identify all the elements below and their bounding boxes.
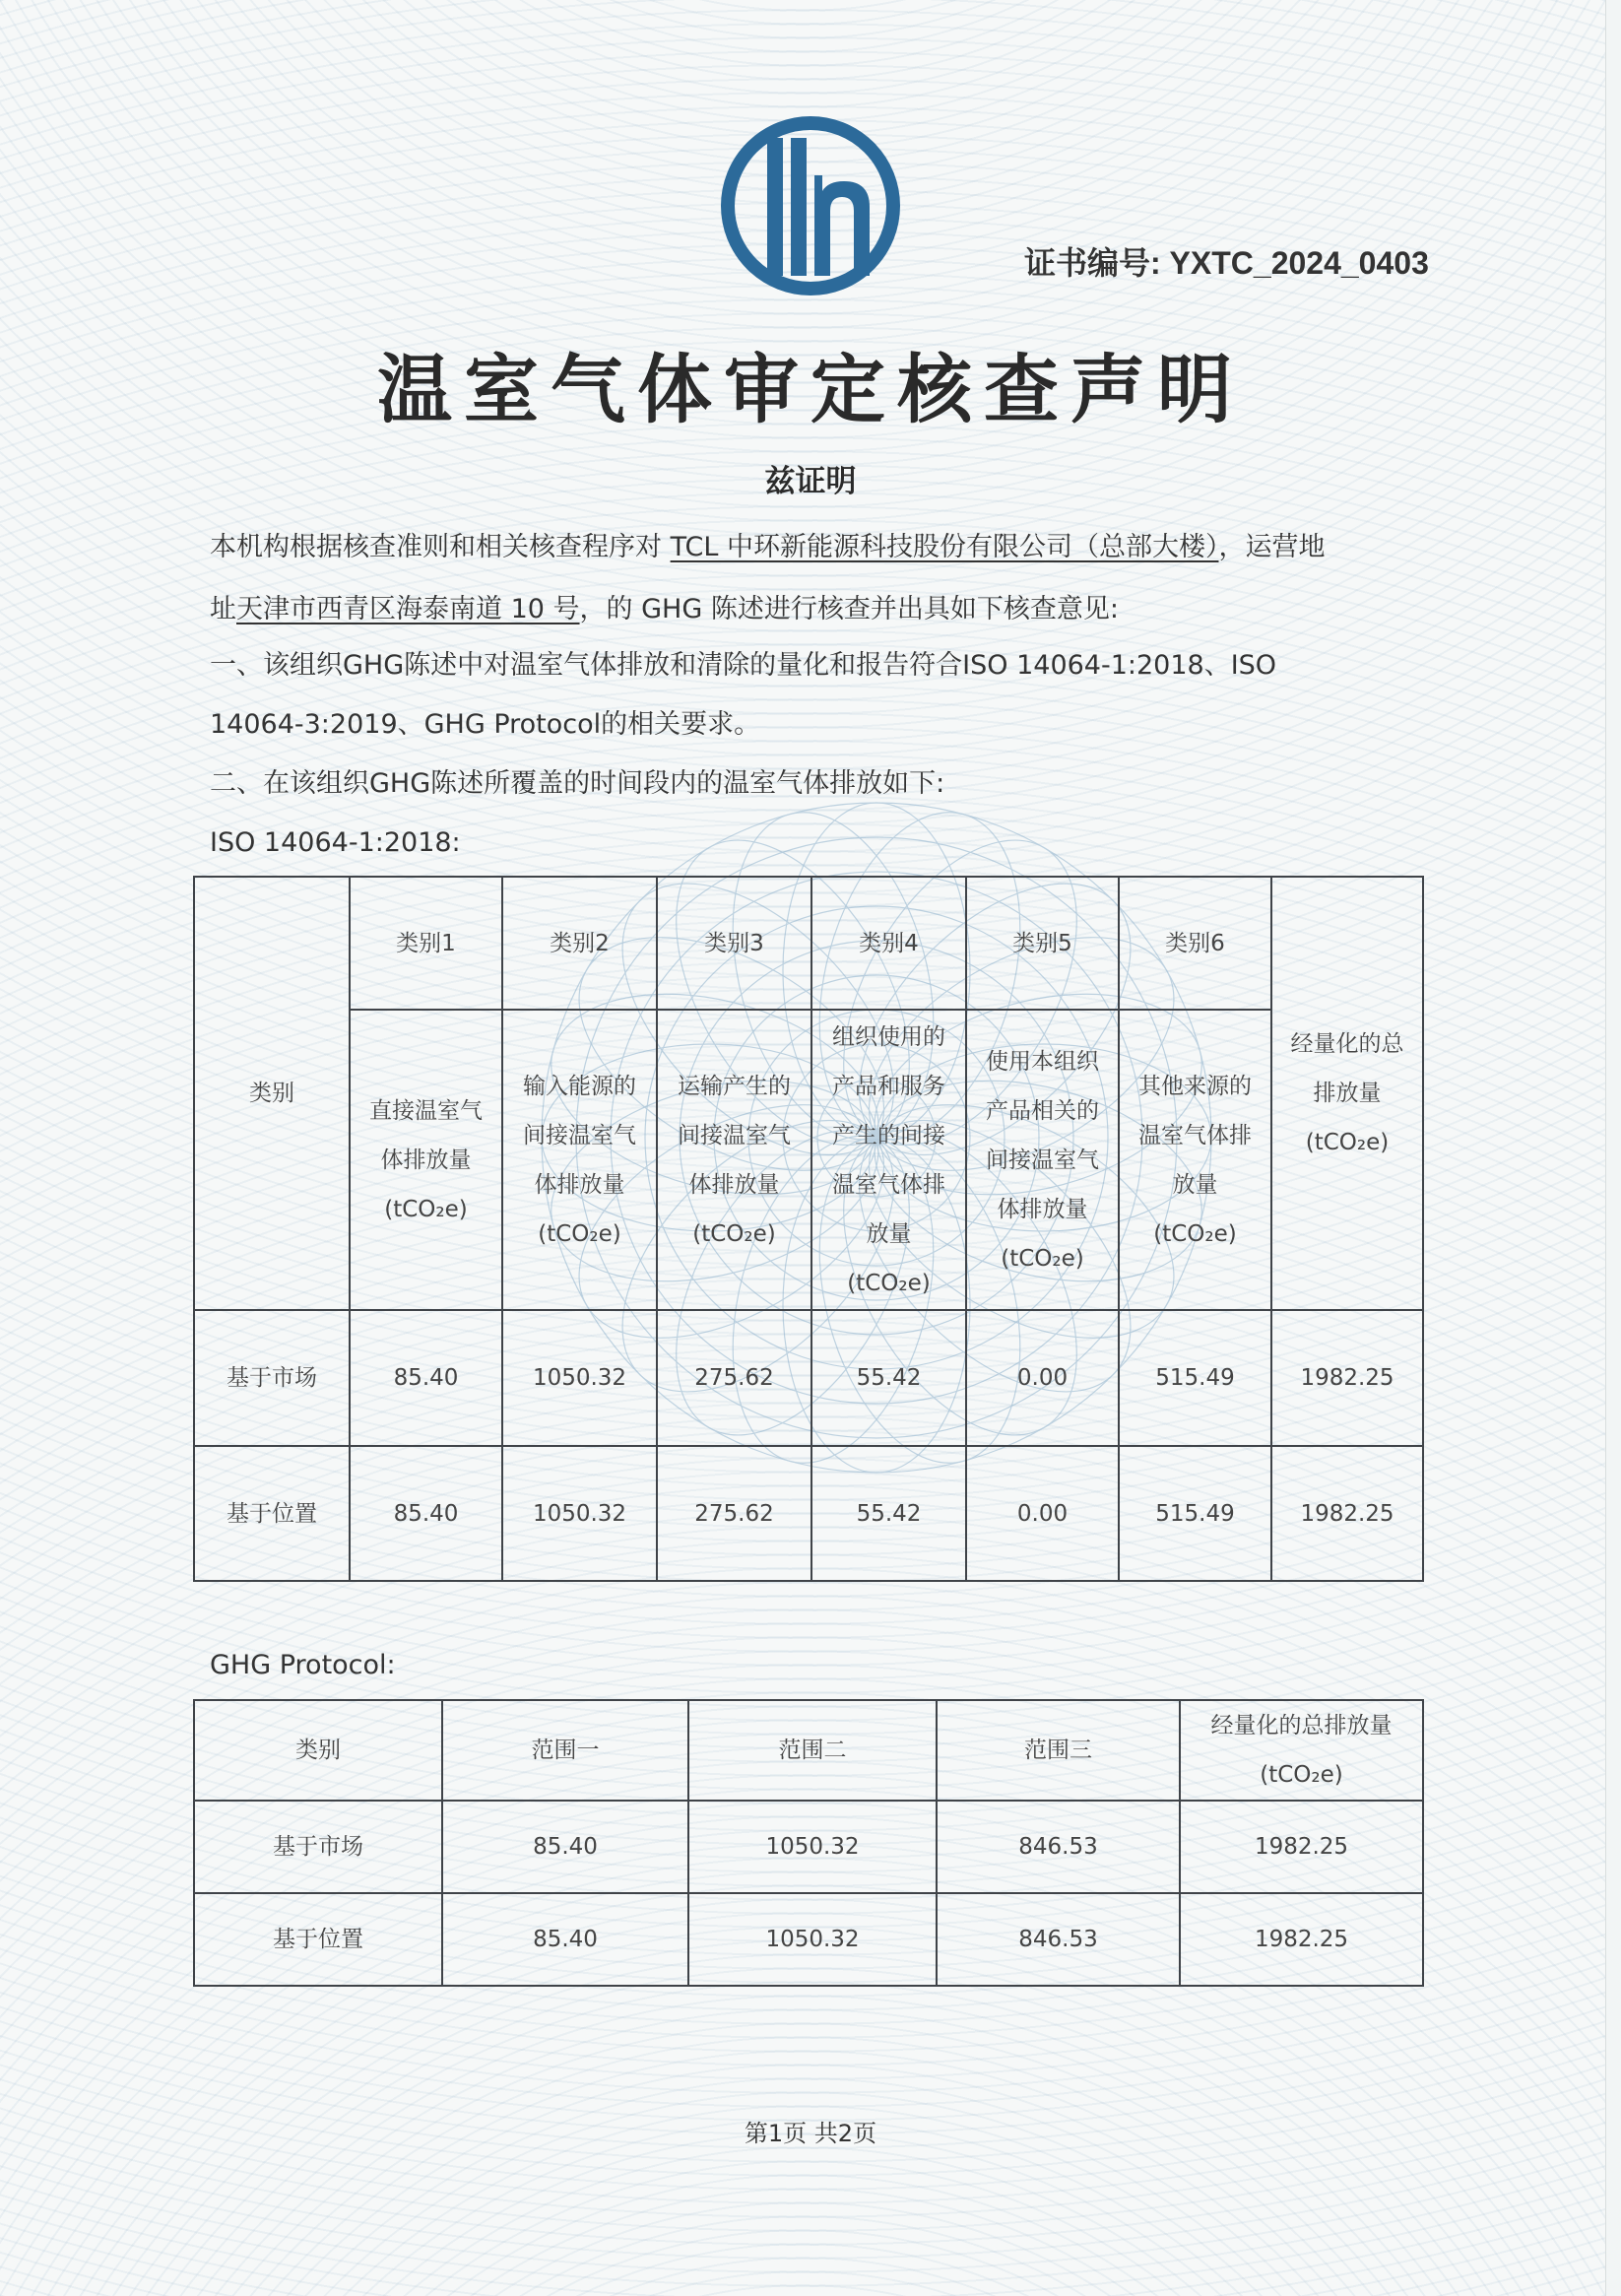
desc-line: 其他来源的 <box>1138 1073 1252 1099</box>
desc-line: (tCO₂e) <box>692 1220 776 1247</box>
table-cell: 55.42 <box>811 1310 966 1446</box>
intro-text-suffix: ，的 GHG 陈述进行核查并出具如下核查意见: <box>579 594 1119 624</box>
desc-line: 使用本组织 <box>986 1048 1099 1075</box>
desc-line: 体排放量 <box>688 1171 780 1198</box>
desc-line: (tCO₂e) <box>538 1220 621 1247</box>
table-cell: 55.42 <box>811 1446 966 1581</box>
organization-logo <box>720 116 901 295</box>
intro-text: 本机构根据核查准则和相关核查程序对 <box>210 532 671 562</box>
header-line: 经量化的总排放量 <box>1210 1713 1393 1738</box>
header-line: (tCO₂e) <box>1260 1762 1343 1788</box>
category-description <box>966 1010 1119 1310</box>
table-cell: 85.40 <box>442 1893 688 1986</box>
point-1-line-2: 14064-3:2019、GHG Protocol的相关要求。 <box>210 709 761 740</box>
desc-line: 体排放量 <box>534 1171 625 1198</box>
intro-line-1 <box>210 534 1325 560</box>
row-label: 基于位置 <box>194 1893 442 1986</box>
ghg-label: GHG Protocol: <box>210 1650 396 1680</box>
table-cell: 1982.25 <box>1180 1801 1423 1893</box>
organization-address: 天津市西青区海泰南道 10 号 <box>236 594 580 624</box>
desc-line: 运输产生的 <box>678 1073 791 1099</box>
table-cell: 275.62 <box>657 1446 811 1581</box>
category-header: 类别1 <box>350 877 502 1010</box>
column-header: 范围二 <box>688 1700 937 1801</box>
iso-label: ISO 14064-1:2018: <box>210 827 461 858</box>
total-emissions-header <box>1271 877 1423 1310</box>
page-number: 第1页 共2页 <box>744 2120 877 2147</box>
desc-line: 组织使用的 <box>832 1023 945 1050</box>
desc-line: 温室气体排 <box>1138 1122 1252 1148</box>
intro-text-suffix: ，运营地 <box>1218 532 1326 562</box>
table-cell: 0.00 <box>966 1310 1119 1446</box>
header-line: 经量化的总 <box>1290 1031 1404 1057</box>
row-label: 基于市场 <box>194 1801 442 1893</box>
desc-line: 间接温室气 <box>678 1122 791 1148</box>
desc-line: (tCO₂e) <box>1153 1220 1237 1247</box>
table-cell: 1050.32 <box>688 1801 937 1893</box>
table-cell: 275.62 <box>657 1310 811 1446</box>
header-line: 排放量 <box>1313 1081 1382 1106</box>
table-cell: 1982.25 <box>1180 1893 1423 1986</box>
point-2: 二、在该组织GHG陈述所覆盖的时间段内的温室气体排放如下: <box>210 768 945 799</box>
desc-line: 体排放量 <box>380 1147 472 1173</box>
desc-line: 放量 <box>1172 1171 1218 1198</box>
row-label: 基于位置 <box>194 1446 350 1581</box>
table-cell: 85.40 <box>350 1446 502 1581</box>
category-header: 类别3 <box>657 877 811 1010</box>
row-label: 基于市场 <box>194 1310 350 1446</box>
column-header: 范围三 <box>937 1700 1180 1801</box>
column-header: 类别 <box>194 1700 442 1801</box>
category-header: 类别2 <box>502 877 657 1010</box>
header-line: (tCO₂e) <box>1305 1130 1390 1155</box>
organization-name: TCL 中环新能源科技股份有限公司（总部大楼） <box>670 532 1219 562</box>
table-cell: 1982.25 <box>1271 1446 1423 1581</box>
desc-line: 温室气体排 <box>832 1171 945 1198</box>
table-cell: 1050.32 <box>688 1893 937 1986</box>
desc-line: 间接温室气 <box>986 1147 1099 1173</box>
table-cell: 0.00 <box>966 1446 1119 1581</box>
category-description <box>502 1010 657 1310</box>
iso-emissions-table <box>193 876 1424 1582</box>
desc-line: 放量 <box>866 1220 912 1247</box>
desc-line: 间接温室气 <box>523 1122 636 1148</box>
category-description <box>1119 1010 1271 1310</box>
desc-line: (tCO₂e) <box>1001 1245 1084 1272</box>
category-header: 类别4 <box>811 877 966 1010</box>
column-header: 范围一 <box>442 1700 688 1801</box>
category-description <box>657 1010 811 1310</box>
intro-text: 址 <box>210 594 236 624</box>
table-cell: 1050.32 <box>502 1310 657 1446</box>
table-cell: 1050.32 <box>502 1446 657 1581</box>
desc-line: (tCO₂e) <box>384 1196 468 1222</box>
desc-line: 产品和服务 <box>832 1073 945 1099</box>
desc-line: 体排放量 <box>997 1196 1088 1222</box>
table-cell: 85.40 <box>350 1310 502 1446</box>
table-cell: 846.53 <box>937 1801 1180 1893</box>
category-description <box>350 1010 502 1310</box>
intro-line-2 <box>210 596 1119 623</box>
table-cell: 85.40 <box>442 1801 688 1893</box>
desc-line: 产生的间接 <box>832 1122 945 1148</box>
category-description <box>811 1010 966 1310</box>
ghg-protocol-table <box>193 1699 1424 1987</box>
point-1-line-1: 一、该组织GHG陈述中对温室气体排放和清除的量化和报告符合ISO 14064-1:2018、ISO <box>210 650 1277 681</box>
table-cell: 515.49 <box>1119 1446 1271 1581</box>
document-subtitle: 兹证明 <box>764 464 857 499</box>
table-cell: 515.49 <box>1119 1310 1271 1446</box>
category-header: 类别6 <box>1119 877 1271 1010</box>
category-corner-header: 类别 <box>194 877 350 1310</box>
category-header: 类别5 <box>966 877 1119 1010</box>
desc-line: (tCO₂e) <box>847 1270 931 1296</box>
total-emissions-header <box>1180 1700 1423 1801</box>
table-cell: 1982.25 <box>1271 1310 1423 1446</box>
desc-line: 直接温室气 <box>369 1097 483 1124</box>
desc-line: 产品相关的 <box>986 1097 1099 1124</box>
certificate-number: 证书编号: YXTC_2024_0403 <box>1024 245 1429 281</box>
table-cell: 846.53 <box>937 1893 1180 1986</box>
document-title: 温室气体审定核查声明 <box>377 346 1244 433</box>
desc-line: 输入能源的 <box>523 1073 636 1099</box>
